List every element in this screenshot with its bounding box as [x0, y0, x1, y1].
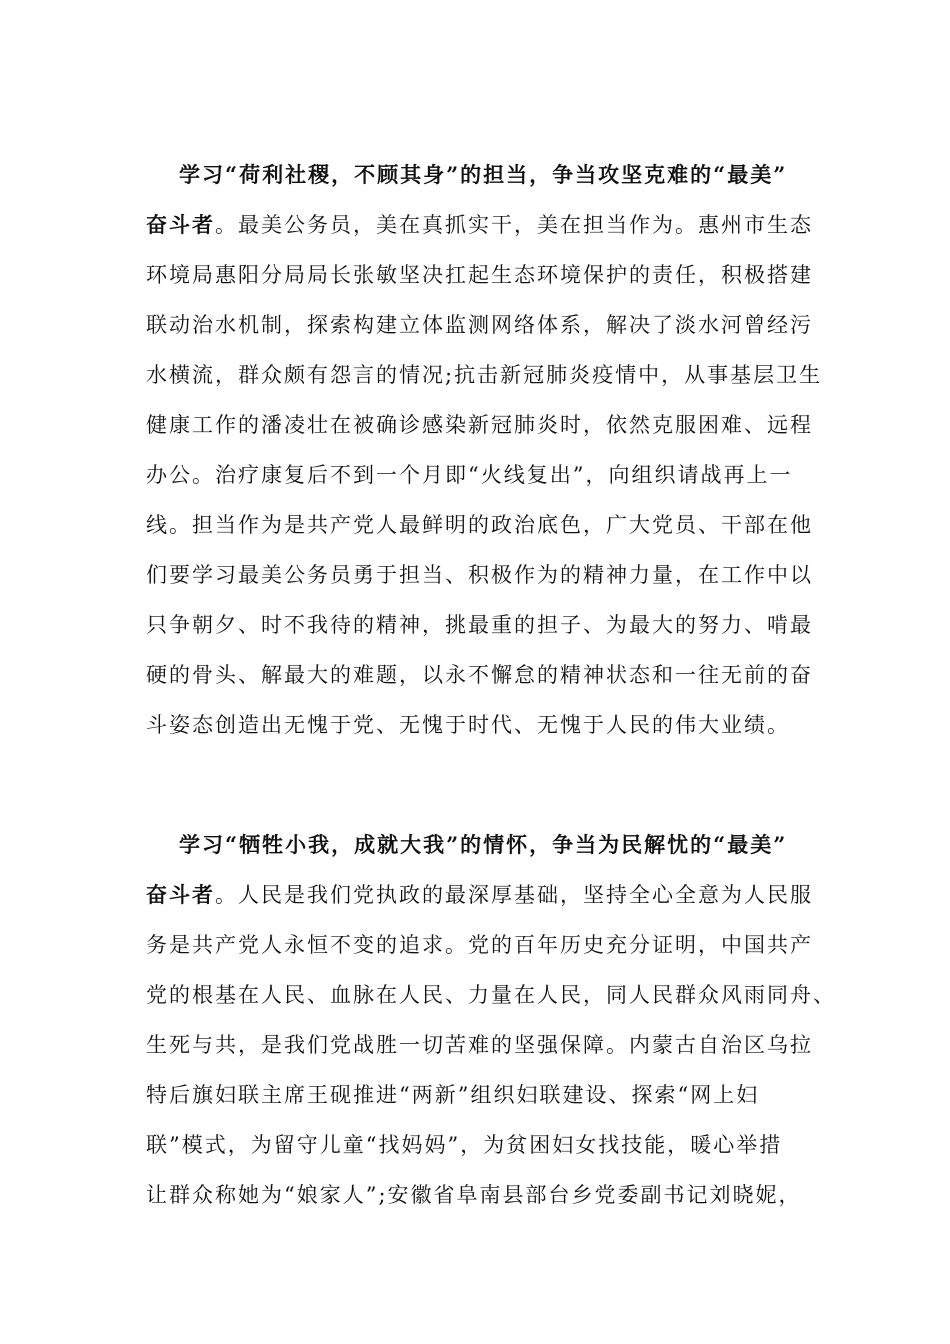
paragraph-line [146, 500, 814, 550]
paragraph-text: 联”模式，为留守儿童“找妈妈”，为贫困妇女找技能，暖心举措 [146, 1133, 783, 1157]
paragraph-text: 。最美公务员，美在真抓实干，美在担当作为。惠州市生态 [215, 213, 813, 237]
paragraph-text: 务是共产党人永恒不变的追求。党的百年历史充分证明，中国共产 [146, 933, 813, 957]
paragraph-1 [146, 150, 823, 750]
paragraph-line [146, 820, 814, 870]
paragraph-text: 硬的骨头、解最大的难题，以永不懈怠的精神状态和一往无前的奋 [146, 663, 813, 687]
paragraph-text: 只争朝夕、时不我待的精神，挑最重的担子、为最大的努力、啃最 [146, 613, 813, 637]
paragraph-text: 斗姿态创造出无愧于党、无愧于时代、无愧于人民的伟大业绩。 [146, 713, 790, 737]
paragraph-line [146, 1020, 814, 1070]
paragraph-text: 们要学习最美公务员勇于担当、积极作为的精神力量，在工作中以 [146, 563, 813, 587]
paragraph-line [146, 250, 814, 300]
paragraph-text: 让群众称她为“娘家人”;安徽省阜南县部台乡党委副书记刘晓妮， [146, 1183, 802, 1207]
paragraph-text: 生死与共，是我们党战胜一切苦难的坚强保障。内蒙古自治区乌拉 [146, 1033, 813, 1057]
paragraph-line [146, 700, 814, 750]
paragraph-text: 联动治水机制，探索构建立体监测网络体系，解决了淡水河曾经污 [146, 313, 813, 337]
paragraph-line [146, 920, 814, 970]
paragraph-text: 健康工作的潘凌壮在被确诊感染新冠肺炎时，依然克服困难、远程 [146, 413, 813, 437]
paragraph-line [146, 550, 814, 600]
paragraph-line [146, 200, 814, 250]
paragraph-heading: 学习“荷利社稷，不顾其身”的担当，争当攻坚克难的“最美” [179, 162, 788, 187]
paragraph-line [146, 150, 814, 200]
paragraph-2 [146, 820, 836, 1220]
paragraph-line [146, 350, 823, 400]
paragraph-line [146, 1070, 814, 1120]
paragraph-line [146, 400, 814, 450]
paragraph-line [146, 450, 814, 500]
paragraph-text: 环境局惠阳分局局长张敏坚决扛起生态环境保护的责任，积极搭建 [146, 263, 813, 287]
paragraph-text: 。人民是我们党执政的最深厚基础，坚持全心全意为人民服 [215, 883, 813, 907]
paragraph-heading: 奋斗者 [146, 212, 215, 237]
paragraph-line [146, 970, 836, 1020]
paragraph-heading: 学习“牺牲小我，成就大我”的情怀，争当为民解忧的“最美” [179, 832, 788, 857]
paragraph-line [146, 300, 814, 350]
paragraph-heading: 奋斗者 [146, 882, 215, 907]
paragraph-line [146, 870, 814, 920]
paragraph-text: 党的根基在人民、血脉在人民、力量在人民，同人民群众风雨同舟、 [146, 983, 836, 1007]
paragraph-text: 办公。治疗康复后不到一个月即“火线复出”，向组织请战再上一 [146, 463, 793, 487]
paragraph-line [146, 1120, 814, 1170]
paragraph-line [146, 600, 814, 650]
paragraph-text: 水横流，群众颇有怨言的情况;抗击新冠肺炎疫情中，从事基层卫生 [146, 363, 823, 387]
paragraph-text: 特后旗妇联主席王砚推进“两新”组织妇联建设、探索“网上妇 [146, 1083, 760, 1107]
paragraph-line [146, 1170, 814, 1220]
paragraph-text: 线。担当作为是共产党人最鲜明的政治底色，广大党员、干部在他 [146, 513, 813, 537]
paragraph-line [146, 650, 814, 700]
